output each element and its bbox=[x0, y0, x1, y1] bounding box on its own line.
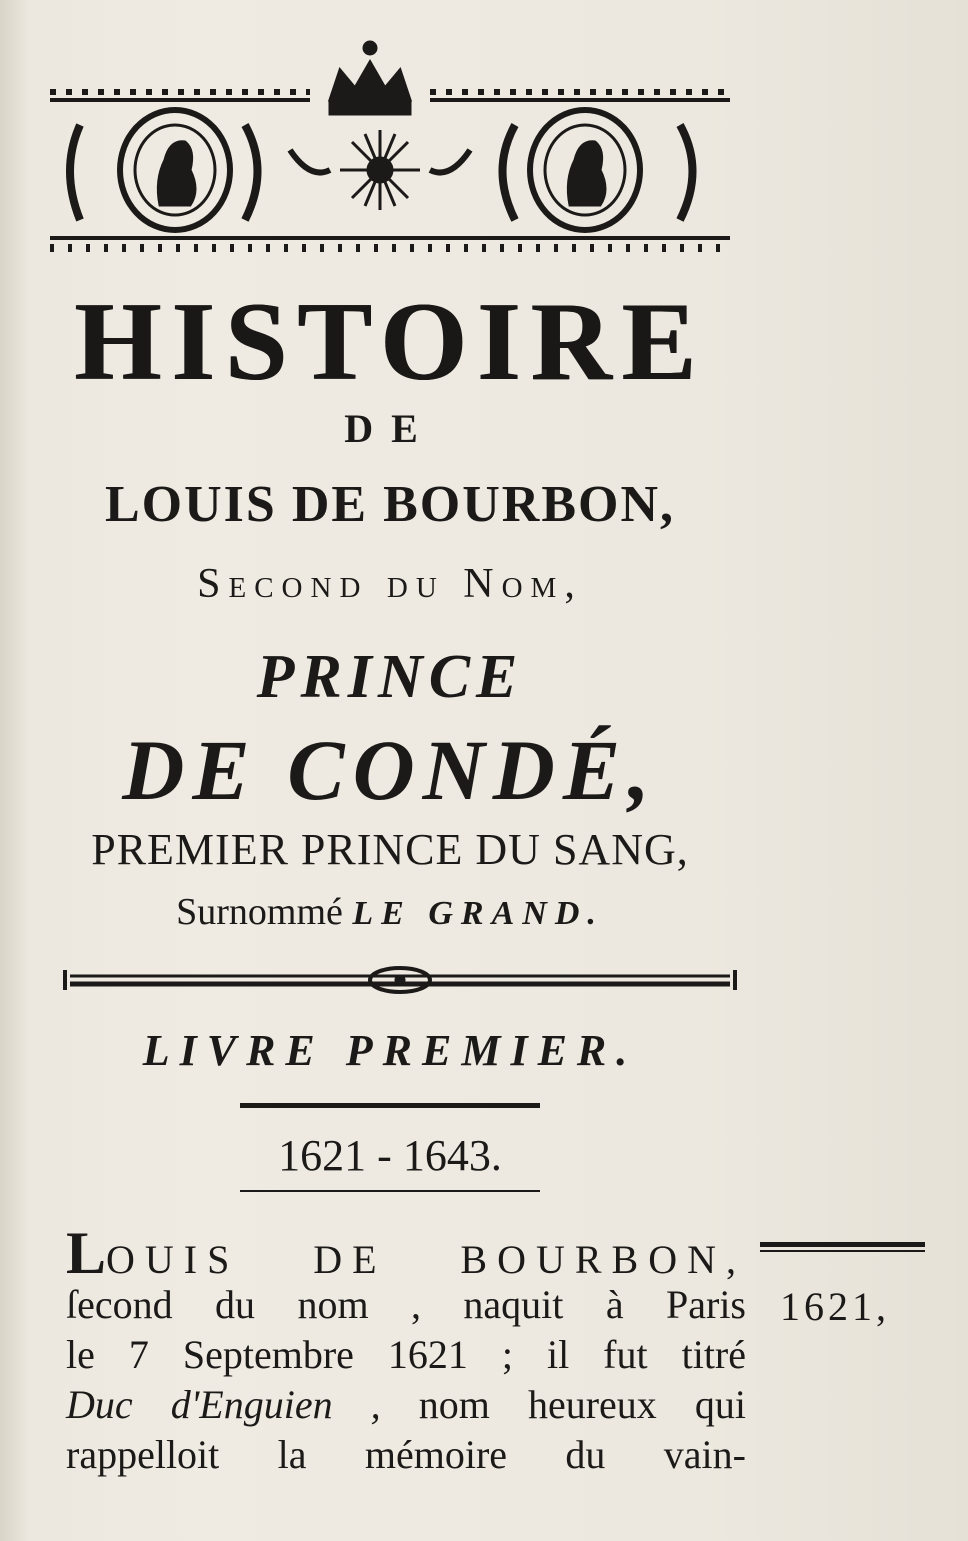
title-premier-prince-du-sang: PREMIER PRINCE DU SANG, bbox=[91, 825, 689, 874]
title-de-conde: DE CONDÉ, bbox=[122, 722, 658, 818]
text-line-5: rappelloit la mémoire du vain- bbox=[66, 1432, 746, 1477]
text-line-2: ſecond du nom , naquit à Paris bbox=[66, 1282, 746, 1327]
upper-rule bbox=[240, 1103, 540, 1108]
crown-medallion-headpiece-icon bbox=[40, 30, 740, 270]
drop-initial: L bbox=[66, 1220, 107, 1286]
title-histoire: HISTOIRE bbox=[74, 280, 706, 404]
years-range: 1621 - 1643. bbox=[278, 1131, 502, 1180]
livre-premier-heading: LIVRE PREMIER. bbox=[142, 1026, 638, 1075]
title-prince: PRINCE bbox=[256, 643, 524, 711]
lower-rule bbox=[240, 1190, 540, 1192]
line-1-rest: OUIS DE BOURBON, bbox=[106, 1237, 746, 1282]
title-surnomme bbox=[40, 886, 740, 940]
duc-denguien: Duc d'Enguien , bbox=[66, 1382, 381, 1427]
le-grand-text: LE GRAND. bbox=[352, 895, 604, 932]
margin-year-note: 1621, bbox=[780, 1284, 890, 1329]
margin-rule-icon bbox=[760, 1240, 925, 1254]
surnomme-word: Surnommé bbox=[176, 891, 343, 933]
text-line-4 bbox=[66, 1380, 746, 1430]
ornamental-rule-icon bbox=[60, 960, 740, 1000]
text-line-1 bbox=[66, 1220, 746, 1286]
title-second-du-nom: Second du Nom, bbox=[197, 561, 583, 607]
title-de: DE bbox=[344, 406, 436, 451]
title-louis-de-bourbon: LOUIS DE BOURBON, bbox=[105, 476, 675, 533]
text-line-3: le 7 Septembre 1621 ; il fut titré bbox=[66, 1332, 746, 1377]
line-4-rest: nom heureux qui bbox=[418, 1382, 746, 1427]
